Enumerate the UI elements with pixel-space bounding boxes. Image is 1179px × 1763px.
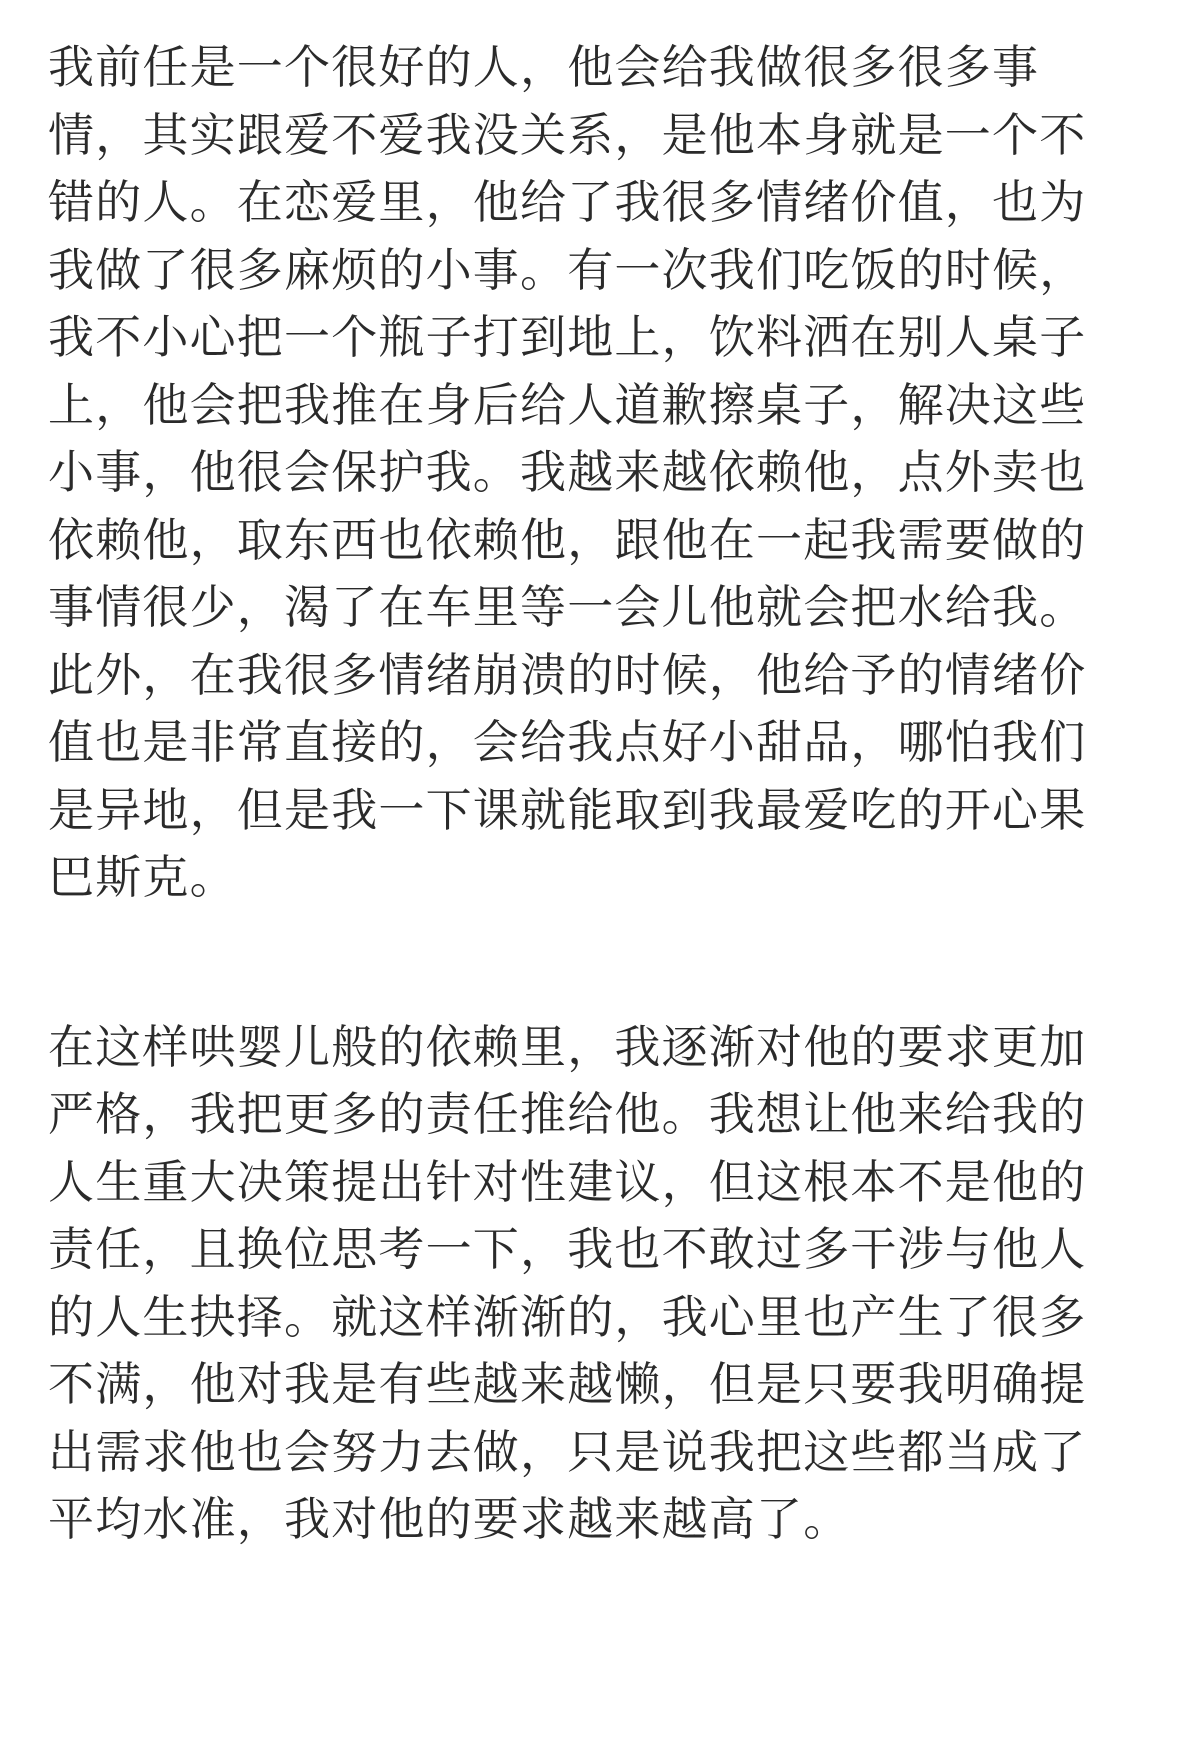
text-line: 不满，他对我是有些越来越懒，但是只要我明确提 [48, 1357, 1087, 1411]
paragraph-1 [48, 34, 1143, 912]
text-line: 巴斯克。 [48, 850, 237, 904]
text-line: 人生重大决策提出针对性建议，但这根本不是他的 [48, 1154, 1087, 1209]
paragraph-2 [48, 1014, 1143, 1554]
text-line: 错的人。在恋爱里，他给了我很多情绪价值，也为 [48, 175, 1087, 229]
text-line: 是异地，但是我一下课就能取到我最爱吃的开心果 [48, 782, 1087, 837]
text-line: 的人生抉择。就这样渐渐的，我心里也产生了很多 [48, 1289, 1087, 1344]
text-line: 值也是非常直接的，会给我点好小甜品，哪怕我们 [48, 715, 1087, 769]
text-line: 平均水准，我对他的要求越来越高了。 [48, 1492, 851, 1546]
text-line: 我做了很多麻烦的小事。有一次我们吃饭的时候， [48, 242, 1087, 297]
text-line: 在这样哄婴儿般的依赖里，我逐渐对他的要求更加 [48, 1019, 1087, 1074]
text-line: 情，其实跟爱不爱我没关系，是他本身就是一个不 [48, 107, 1087, 162]
text-line: 严格，我把更多的责任推给他。我想让他来给我的 [48, 1087, 1087, 1141]
text-line: 此外，在我很多情绪崩溃的时候，他给予的情绪价 [48, 647, 1087, 702]
text-line: 上，他会把我推在身后给人道歉擦桌子，解决这些 [48, 377, 1087, 432]
text-line: 我前任是一个很好的人，他会给我做很多很多事 [48, 40, 1040, 94]
text-line: 我不小心把一个瓶子打到地上，饮料洒在别人桌子 [48, 310, 1087, 364]
text-line: 小事，他很会保护我。我越来越依赖他，点外卖也 [48, 445, 1087, 499]
text-line: 出需求他也会努力去做，只是说我把这些都当成了 [48, 1424, 1087, 1479]
paragraph-spacer [48, 912, 1143, 1014]
article-body [48, 34, 1143, 1554]
text-line: 事情很少，渴了在车里等一会儿他就会把水给我。 [48, 580, 1087, 634]
text-line: 依赖他，取东西也依赖他，跟他在一起我需要做的 [48, 512, 1087, 567]
text-line: 责任，且换位思考一下，我也不敢过多干涉与他人 [48, 1222, 1087, 1276]
